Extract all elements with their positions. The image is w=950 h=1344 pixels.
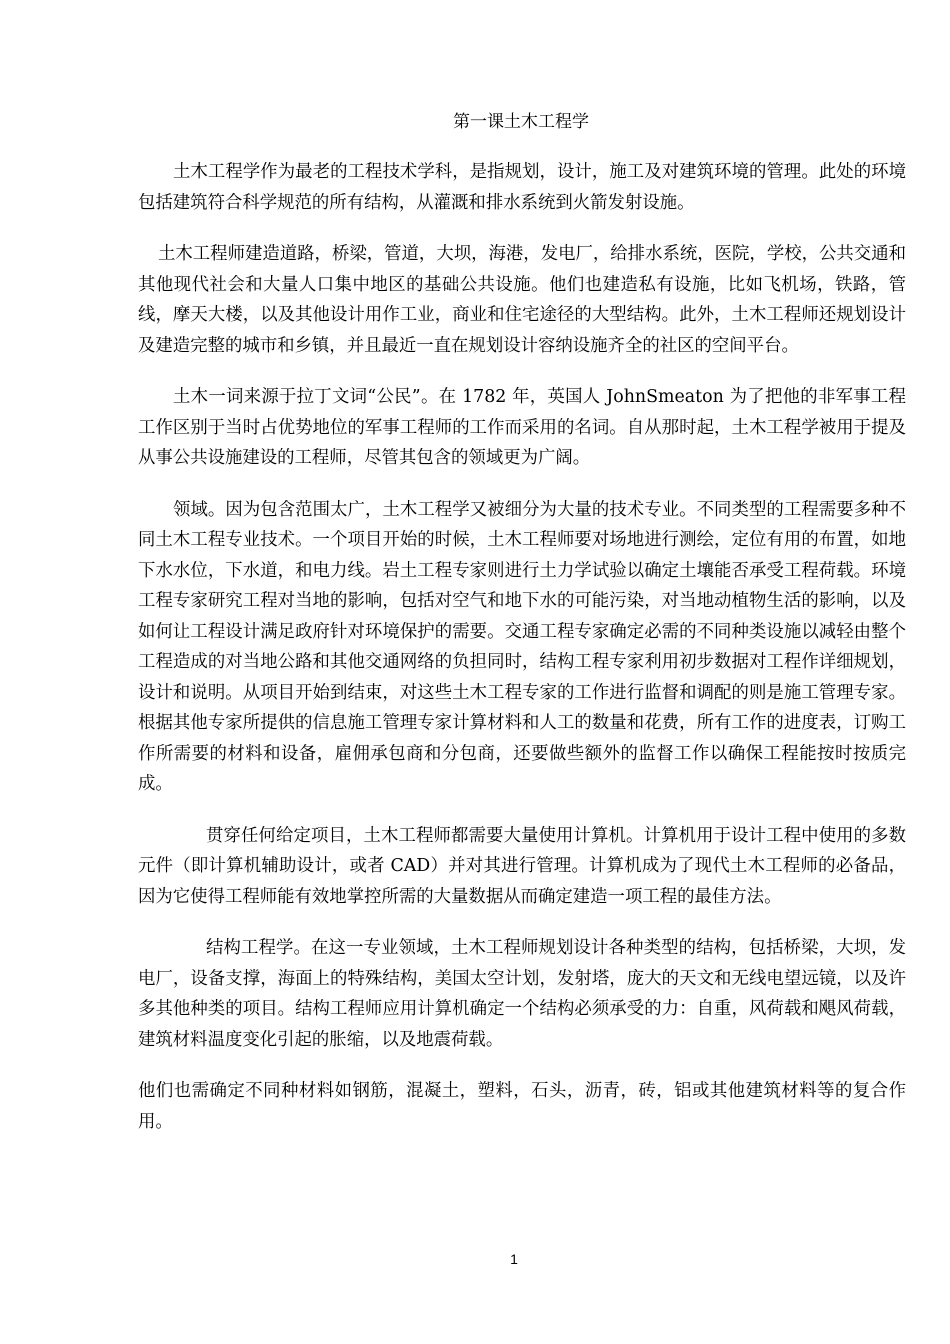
paragraph-5: 贯穿任何给定项目，土木工程师都需要大量使用计算机。计算机用于设计工程中使用的多数元件（即计算机辅助设计，或者 CAD）并对其进行管理。计算机成为了现代土木工程师的必备品，因为它使得工程师能有效地掌控所需的大量数据从而确定建造一项工程的最佳方法。 xyxy=(138,825,906,907)
document-title: 第一课土木工程学 xyxy=(453,112,589,132)
paragraph-4: 领域。因为包含范围太广，土木工程学又被细分为大量的技术专业。不同类型的工程需要多种不同土木工程专业技术。一个项目开始的时候，土木工程师要对场地进行测绘，定位有用的布置，如地下水水位，下水道，和电力线。岩土工程专家则进行土力学试验以确定土壤能否承受工程荷载。环境工程专家研究工程对当地的影响，包括对空气和地下水的可能污染，对当地动植物生活的影响，以及如何让工程设计满足政府针对环境保护的需要。交通工程专家确定必需的不同种类设施以减轻由整个工程造成的对当地公路和其他交通网络的负担同时，结构工程专家利用初步数据对工程作详细规划，设计和说明。从项目开始到结束，对这些土木工程专家的工作进行监督和调配的则是施工管理专家。根据其他专家所提供的信息施工管理专家计算材料和人工的数量和花费，所有工作的进度表，订购工作所需要的材料和设备，雇佣承包商和分包商，还要做些额外的监督工作以确保工程能按时按质完成。 xyxy=(138,499,906,794)
paragraph-7: 他们也需确定不同种材料如钢筋，混凝土，塑料，石头，沥青，砖，铝或其他建筑材料等的复合作用。 xyxy=(138,1081,906,1132)
document-body xyxy=(138,157,906,1158)
page-number: 1 xyxy=(510,1251,518,1267)
paragraph-3: 土木一词来源于拉丁文词“公民”。在 1782 年，英国人 JohnSmeaton 为了把他的非军事工程工作区别于当时占优势地位的军事工程师的工作而采用的名词。自从那时起，土木工程学被用于提及从事公共设施建设的工程师，尽管其包含的领域更为广阔。 xyxy=(138,387,906,468)
paragraph-1: 土木工程学作为最老的工程技术学科，是指规划，设计，施工及对建筑环境的管理。此处的环境包括建筑符合科学规范的所有结构，从灌溉和排水系统到火箭发射设施。 xyxy=(138,162,906,213)
paragraph-2: 土木工程师建造道路，桥梁，管道，大坝，海港，发电厂，给排水系统，医院，学校，公共交通和其他现代社会和大量人口集中地区的基础公共设施。他们也建造私有设施，比如飞机场，铁路，管线，摩天大楼，以及其他设计用作工业，商业和住宅途径的大型结构。此外，土木工程师还规划设计及建造完整的城市和乡镇，并且最近一直在规划设计容纳设施齐全的社区的空间平台。 xyxy=(138,244,906,356)
paragraph-6: 结构工程学。在这一专业领域，土木工程师规划设计各种类型的结构，包括桥梁，大坝，发电厂，设备支撑，海面上的特殊结构，美国太空计划，发射塔，庞大的天文和无线电望远镜，以及许多其他种类的项目。结构工程师应用计算机确定一个结构必须承受的力：自重，风荷载和飓风荷载，建筑材料温度变化引起的胀缩，以及地震荷载。 xyxy=(138,938,906,1050)
